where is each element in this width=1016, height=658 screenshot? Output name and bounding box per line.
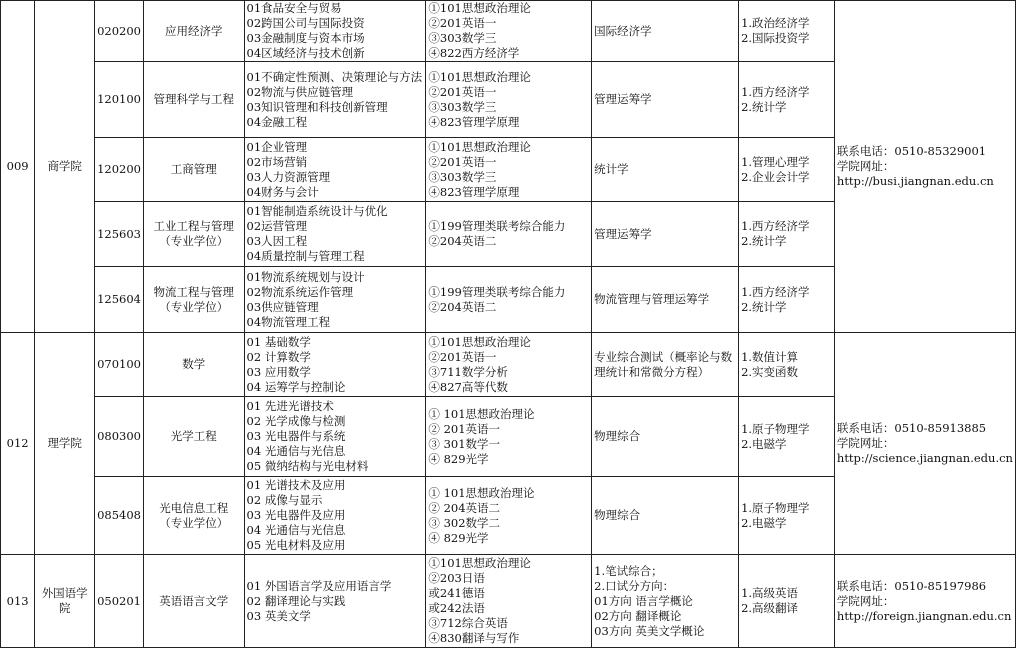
- equivalent-extra-subjects-line: 2.高级翻译: [741, 601, 799, 615]
- exam-subjects-line: ④ 829光学: [428, 451, 489, 466]
- college-name: 商学院: [35, 1, 95, 333]
- major-name: [144, 397, 245, 477]
- equivalent-extra-subjects-line: 2.统计学: [741, 299, 787, 314]
- retest-subject-line: 管理运筹学: [594, 226, 652, 241]
- major-name-line: （专业学位）: [159, 515, 229, 530]
- exam-subjects-line: ④823管理学原理: [428, 184, 520, 199]
- retest-subject: [592, 397, 739, 477]
- college-code: 009: [1, 1, 35, 333]
- research-directions: [244, 477, 426, 555]
- exam-subjects-line: ③711数学分析: [428, 364, 508, 379]
- research-directions-line: 03人力资源管理: [246, 169, 331, 184]
- equivalent-extra-subjects: [739, 62, 835, 138]
- exam-subjects: [426, 1, 592, 62]
- exam-subjects-line: ④822西方经济学: [428, 46, 520, 60]
- college-contact-line: 学院网址：: [836, 159, 895, 173]
- research-directions-line: 02 翻译理论与实践: [246, 593, 346, 608]
- major-code: 080300: [95, 397, 144, 477]
- equivalent-extra-subjects: [739, 267, 835, 333]
- exam-subjects-line: ① 101思想政治理论: [428, 485, 535, 500]
- exam-subjects-line: ④ 829光学: [428, 530, 489, 545]
- retest-subject: [592, 202, 739, 267]
- exam-subjects-line: ④823管理学原理: [428, 114, 520, 129]
- major-name-line: （专业学位）: [159, 299, 229, 314]
- research-directions-line: 01食品安全与贸易: [246, 1, 342, 15]
- major-name-line: 应用经济学: [165, 23, 223, 38]
- exam-subjects-line: ④830翻译与写作: [428, 631, 520, 645]
- college-website-link[interactable]: http://science.jiangnan.edu.cn: [836, 451, 1013, 465]
- college-contact-line: 学院网址：: [836, 593, 895, 608]
- major-code: 085408: [95, 477, 144, 555]
- research-directions-line: 04 光通信与光信息: [246, 444, 346, 458]
- exam-subjects: [426, 202, 592, 267]
- research-directions-line: 02 计算数学: [246, 349, 311, 364]
- major-name: [144, 333, 245, 397]
- retest-subject-line: 2.口试分方向：: [594, 578, 675, 593]
- exam-subjects-line: ①101思想政治理论: [428, 69, 531, 84]
- research-directions-line: 01智能制造系统设计与优化: [246, 204, 388, 218]
- research-directions: [244, 1, 426, 62]
- research-directions-line: 04 运筹学与控制论: [246, 379, 346, 394]
- major-name: [144, 138, 245, 202]
- research-directions-line: 02 成像与显示: [246, 493, 323, 507]
- research-directions: [244, 555, 426, 648]
- equivalent-extra-subjects: [739, 1, 835, 62]
- equivalent-extra-subjects: [739, 397, 835, 477]
- college-code: 012: [1, 333, 35, 555]
- research-directions-line: 03供应链管理: [246, 299, 319, 314]
- college-contact-line: 联系电话：0510-85913885: [836, 421, 987, 435]
- retest-subject-line: 02方向 翻译概论: [594, 608, 682, 623]
- major-name: [144, 267, 245, 333]
- equivalent-extra-subjects-line: 2.统计学: [741, 234, 787, 248]
- retest-subject: [592, 1, 739, 62]
- retest-subject-line: 物理综合: [594, 429, 641, 443]
- major-name: [144, 555, 245, 648]
- exam-subjects-line: ②201英语一: [428, 349, 497, 364]
- research-directions-line: 03 光电器件与系统: [246, 429, 346, 443]
- equivalent-extra-subjects: [739, 202, 835, 267]
- equivalent-extra-subjects: [739, 555, 835, 648]
- research-directions: [244, 138, 426, 202]
- research-directions: [244, 267, 426, 333]
- college-contact: [834, 333, 1015, 555]
- exam-subjects-line: ③ 302数学二: [428, 515, 501, 530]
- equivalent-extra-subjects-line: 1.政治经济学: [741, 16, 810, 30]
- exam-subjects-line: ①199管理类联考综合能力: [428, 284, 566, 299]
- research-directions-line: 03 英美文学: [246, 608, 311, 623]
- equivalent-extra-subjects-line: 1.管理心理学: [741, 154, 810, 169]
- research-directions-line: 05 微纳结构与光电材料: [246, 459, 369, 473]
- exam-subjects-line: ①199管理类联考综合能力: [428, 219, 566, 233]
- retest-subject: [592, 477, 739, 555]
- retest-subject-line: 物流管理与管理运筹学: [594, 292, 710, 306]
- major-name-line: 光学工程: [170, 429, 217, 443]
- exam-subjects-line: ③712综合英语: [428, 616, 508, 630]
- table-row: [1, 555, 1016, 648]
- exam-subjects-line: ③303数学三: [428, 99, 497, 114]
- research-directions-line: 02物流系统运作管理: [246, 284, 354, 299]
- exam-subjects-line: ②201英语一: [428, 16, 497, 30]
- research-directions: [244, 62, 426, 138]
- college-contact: [834, 1, 1015, 333]
- major-name-line: 光电信息工程: [159, 500, 229, 515]
- equivalent-extra-subjects-line: 1.原子物理学: [741, 421, 810, 436]
- exam-subjects-line: ③ 301数学一: [428, 436, 501, 451]
- major-code: 050201: [95, 555, 144, 648]
- exam-subjects-line: ③303数学三: [428, 31, 497, 45]
- research-directions-line: 04区域经济与技术创新: [246, 46, 365, 60]
- major-name-line: 英语语言文学: [159, 593, 229, 608]
- college-contact: [834, 555, 1015, 648]
- research-directions-line: 01不确定性预测、决策理论与方法: [246, 69, 423, 84]
- exam-subjects-line: ①101思想政治理论: [428, 334, 531, 349]
- table-row: [1, 333, 1016, 397]
- exam-subjects-line: ②201英语一: [428, 84, 497, 99]
- exam-subjects-line: ① 101思想政治理论: [428, 406, 535, 421]
- equivalent-extra-subjects-line: 1.西方经济学: [741, 284, 810, 299]
- retest-subject-line: 1.笔试综合；: [594, 563, 663, 578]
- equivalent-extra-subjects-line: 2.实变函数: [741, 364, 799, 379]
- college-contact-line: 学院网址：: [836, 436, 895, 450]
- research-directions-line: 02运营管理: [246, 219, 308, 233]
- research-directions-line: 04财务与会计: [246, 184, 319, 199]
- exam-subjects-line: ④827高等代数: [428, 379, 508, 394]
- retest-subject-line: 01方向 语言学概论: [594, 593, 693, 608]
- major-code: 020200: [95, 1, 144, 62]
- retest-subject: [592, 333, 739, 397]
- research-directions-line: 01 光谱技术及应用: [246, 478, 346, 492]
- major-name: [144, 202, 245, 267]
- exam-subjects: [426, 477, 592, 555]
- exam-subjects-line: 或242法语: [428, 601, 485, 615]
- exam-subjects: [426, 555, 592, 648]
- equivalent-extra-subjects-line: 1.数值计算: [741, 349, 799, 364]
- major-code: 120200: [95, 138, 144, 202]
- major-name-line: 工业工程与管理: [153, 219, 235, 233]
- equivalent-extra-subjects-line: 1.西方经济学: [741, 219, 810, 233]
- major-name-line: 工商管理: [170, 162, 217, 176]
- major-code: 070100: [95, 333, 144, 397]
- exam-subjects: [426, 397, 592, 477]
- equivalent-extra-subjects-line: 2.国际投资学: [741, 31, 810, 45]
- retest-subject-line: 管理运筹学: [594, 92, 652, 106]
- major-code: 120100: [95, 62, 144, 138]
- research-directions-line: 04金融工程: [246, 114, 308, 129]
- retest-subject: [592, 267, 739, 333]
- research-directions-line: 02 光学成像与检测: [246, 414, 346, 428]
- college-website-link[interactable]: http://busi.jiangnan.edu.cn: [836, 174, 994, 188]
- research-directions-line: 01 外国语言学及应用语言学: [246, 578, 392, 593]
- retest-subject-line: 物理综合: [594, 508, 641, 522]
- major-name-line: 数学: [182, 357, 206, 371]
- research-directions-line: 01 基础数学: [246, 334, 311, 349]
- equivalent-extra-subjects: [739, 138, 835, 202]
- research-directions: [244, 333, 426, 397]
- exam-subjects-line: 或241德语: [428, 586, 485, 600]
- exam-subjects-line: ②203日语: [428, 571, 485, 585]
- research-directions-line: 02市场营销: [246, 154, 308, 169]
- equivalent-extra-subjects-line: 1.原子物理学: [741, 500, 810, 515]
- exam-subjects-line: ② 204英语二: [428, 500, 501, 515]
- research-directions-line: 01 先进光谱技术: [246, 399, 334, 413]
- exam-subjects-line: ①101思想政治理论: [428, 139, 531, 154]
- equivalent-extra-subjects-line: 2.电磁学: [741, 436, 787, 451]
- major-code: 125603: [95, 202, 144, 267]
- exam-subjects: [426, 333, 592, 397]
- exam-subjects-line: ②204英语二: [428, 234, 497, 248]
- major-name-line: （专业学位）: [159, 234, 229, 248]
- research-directions-line: 03 光电器件及应用: [246, 508, 346, 522]
- retest-subject: [592, 138, 739, 202]
- research-directions-line: 02物流与供应链管理: [246, 84, 354, 99]
- exam-subjects-line: ①101思想政治理论: [428, 556, 531, 570]
- research-directions-line: 01企业管理: [246, 139, 308, 154]
- exam-subjects-line: ③303数学三: [428, 169, 497, 184]
- exam-subjects-line: ①101思想政治理论: [428, 1, 531, 15]
- equivalent-extra-subjects-line: 1.高级英语: [741, 586, 799, 600]
- research-directions: [244, 202, 426, 267]
- major-name: [144, 1, 245, 62]
- equivalent-extra-subjects-line: 1.西方经济学: [741, 84, 810, 99]
- research-directions-line: 03知识管理和科技创新管理: [246, 99, 388, 114]
- exam-subjects-line: ② 201英语一: [428, 421, 501, 436]
- college-contact-line: 联系电话：0510-85197986: [836, 578, 987, 593]
- college-name: 外国语学院: [35, 555, 95, 648]
- research-directions: [244, 397, 426, 477]
- research-directions-line: 03金融制度与资本市场: [246, 31, 365, 45]
- major-name-line: 物流工程与管理: [153, 284, 235, 299]
- research-directions-line: 04质量控制与管理工程: [246, 249, 365, 263]
- major-code: 125604: [95, 267, 144, 333]
- exam-subjects-line: ②204英语二: [428, 299, 497, 314]
- research-directions-line: 04 光通信与光信息: [246, 523, 346, 537]
- retest-subject-line: 03方向 英美文学概论: [594, 623, 705, 638]
- retest-subject: [592, 555, 739, 648]
- exam-subjects: [426, 267, 592, 333]
- college-contact-line: 联系电话：0510-85329001: [836, 144, 987, 158]
- equivalent-extra-subjects: [739, 333, 835, 397]
- retest-subject-line: 专业综合测试（概率论与数理统计和常微分方程）: [594, 349, 733, 379]
- retest-subject-line: 统计学: [594, 162, 629, 176]
- exam-subjects: [426, 138, 592, 202]
- equivalent-extra-subjects: [739, 477, 835, 555]
- equivalent-extra-subjects-line: 2.电磁学: [741, 515, 787, 530]
- college-website-link[interactable]: http://foreign.jiangnan.edu.cn: [836, 608, 1012, 623]
- research-directions-line: 03人因工程: [246, 234, 308, 248]
- research-directions-line: 05 光电材料及应用: [246, 538, 346, 552]
- retest-subject: [592, 62, 739, 138]
- equivalent-extra-subjects-line: 2.企业会计学: [741, 169, 810, 184]
- college-code: 013: [1, 555, 35, 648]
- research-directions-line: 02跨国公司与国际投资: [246, 16, 365, 30]
- college-name: 理学院: [35, 333, 95, 555]
- research-directions-line: 03 应用数学: [246, 364, 311, 379]
- major-name: [144, 477, 245, 555]
- exam-subjects-line: ②201英语一: [428, 154, 497, 169]
- research-directions-line: 01物流系统规划与设计: [246, 269, 365, 284]
- equivalent-extra-subjects-line: 2.统计学: [741, 99, 787, 114]
- exam-subjects: [426, 62, 592, 138]
- major-name-line: 管理科学与工程: [153, 92, 235, 106]
- retest-subject-line: 国际经济学: [594, 23, 652, 38]
- table-row: [1, 1, 1016, 62]
- major-name: [144, 62, 245, 138]
- research-directions-line: 04物流管理工程: [246, 314, 331, 329]
